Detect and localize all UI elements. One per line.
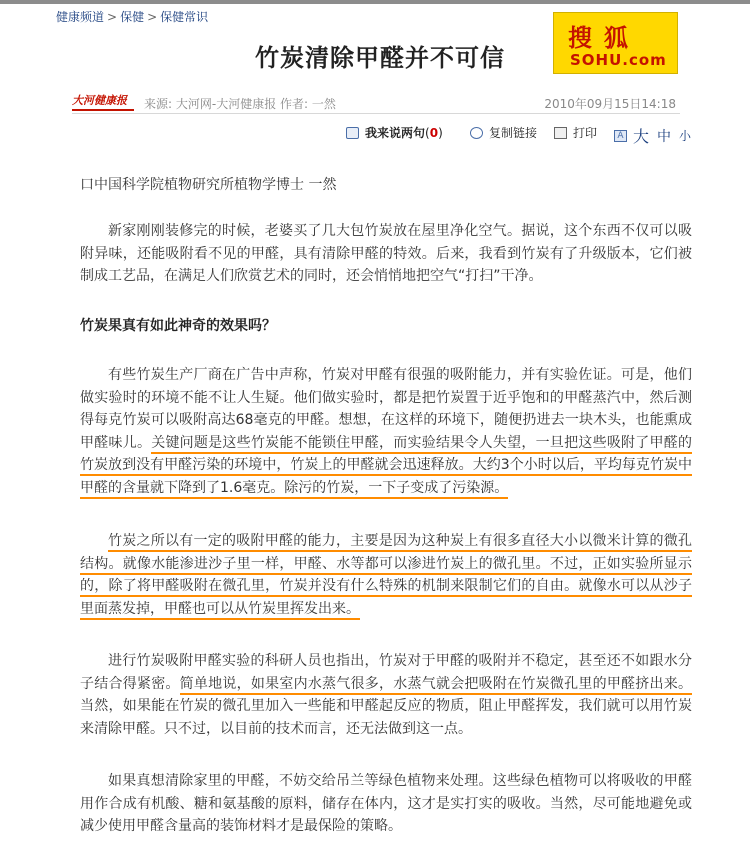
meta-row: [72, 93, 680, 114]
paragraph-2-marked: 关键问题是这些竹炭能不能锁住甲醛，而实验结果令人失望，一旦把这些吸附了甲醛的竹炭放到没有甲醛污染的环境中，竹炭上的甲醛就会迅速释放。大约3个小时以后，平均每克竹炭中甲醛的含量就下降到了1.6毫克。除污的竹炭，一下子变成了污染源。: [80, 435, 692, 499]
font-size-medium[interactable]: 中: [657, 128, 672, 145]
sohu-logo[interactable]: [553, 12, 678, 74]
paragraph-1: 新家刚刚装修完的时候，老婆买了几大包竹炭放在屋里净化空气。据说，这个东西不仅可以吸附异味，还能吸附看不见的甲醛，具有清除甲醛的特效。后来，我看到竹炭有了升级版本，它们被制成工艺品，在满足人们欣赏艺术的同时，还会悄悄地把空气“打扫”干净。: [80, 223, 692, 284]
paragraph-4: [80, 650, 692, 740]
font-size-small[interactable]: 小: [679, 129, 692, 143]
comment-open: (: [425, 125, 430, 140]
top-border: [0, 0, 750, 4]
logo-latin: SOHU.com: [570, 51, 667, 69]
comment-label: 我来说两句: [365, 126, 426, 140]
breadcrumb-separator: >: [147, 10, 158, 24]
paragraph-3-marked: 竹炭之所以有一定的吸附甲醛的能力，主要是因为这种炭上有很多直径大小以微米计算的微孔结构。就像水能渗进沙子里一样，甲醛、水等都可以渗进竹炭上的微孔里。不过，正如实验所显示的，除了将甲醛吸附在微孔里，竹炭并没有什么特殊的机制来限制它们的自由。就像水可以从沙子里面蒸发掉，甲醛也可以从竹炭里挥发出来。: [80, 533, 692, 620]
comment-button[interactable]: [346, 124, 443, 141]
paragraph-2-plain: 有些竹炭生产厂商在广告中声称，竹炭对甲醛有很强的吸附能力，并有实验佐证。可是，他们做实验时的环境不能不让人生疑。他们做实验时，都是把竹炭置于近乎饱和的甲醛蒸汽中，然后测得每克竹炭可以吸附高达68毫克的甲醛。想想，在这样的环境下，随便扔进去一块木头，也能熏成甲醛味儿。: [80, 367, 692, 451]
author-line: 口中国科学院植物研究所植物学博士 一然: [80, 177, 337, 193]
font-size-large[interactable]: 大: [633, 127, 650, 146]
copy-link-button[interactable]: [470, 124, 537, 141]
article-datetime: 2010年09月15日14:18: [544, 97, 676, 111]
paragraph-3: [80, 530, 692, 620]
print-button[interactable]: [554, 124, 597, 141]
paragraph-2: [80, 364, 692, 499]
breadcrumb-health[interactable]: 健康频道: [56, 10, 105, 24]
comment-close: ): [438, 125, 443, 140]
link-icon: [470, 127, 483, 139]
logo-chinese: 搜狐: [568, 24, 640, 52]
section-heading: [80, 315, 692, 338]
comment-count: 0: [429, 125, 439, 140]
print-icon: [554, 127, 567, 139]
paragraph-4-before: 进行竹炭吸附甲醛实验的科研人员也指出，竹炭对于甲醛的吸附并不稳定，甚至还不如跟水分子结合得紧密。: [80, 653, 692, 692]
breadcrumb-tips[interactable]: 保健常识: [160, 10, 209, 24]
paragraph-4-marked: 简单地说，如果室内水蒸气很多，水蒸气就会把吸附在竹炭微孔里的甲醛挤出来。: [180, 676, 692, 695]
breadcrumb: [56, 8, 208, 25]
newspaper-badge: 大河健康报: [72, 93, 134, 111]
font-size-icon: A: [614, 130, 627, 142]
breadcrumb-separator: >: [107, 10, 118, 24]
breadcrumb-care[interactable]: 保健: [120, 10, 145, 24]
paragraph-5: 如果真想清除家里的甲醛，不妨交给吊兰等绿色植物来处理。这些绿色植物可以将吸收的甲醛用作合成有机酸、糖和氨基酸的原料，储存在体内，这才是实打实的吸收。当然，尽可能地避免或减少使用甲醛含量高的装饰材料才是最保险的策略。: [80, 773, 692, 834]
font-size-control: [614, 124, 699, 147]
comment-icon: [346, 127, 359, 139]
paragraph-4-after: 当然，如果能在竹炭的微孔里加入一些能和甲醛起反应的物质，阻止甲醛挥发，我们就可以用竹炭来清除甲醛。只不过，以目前的技术而言，还无法做到这一点。: [80, 698, 692, 737]
copy-link-label: 复制链接: [489, 126, 538, 140]
heading-text: 竹炭果真有如此神奇的效果吗？: [80, 318, 276, 334]
print-label: 打印: [573, 126, 598, 140]
article-source: 来源: 大河网-大河健康报 作者: 一然: [144, 97, 336, 111]
article-title: 竹炭清除甲醛并不可信: [255, 44, 505, 72]
